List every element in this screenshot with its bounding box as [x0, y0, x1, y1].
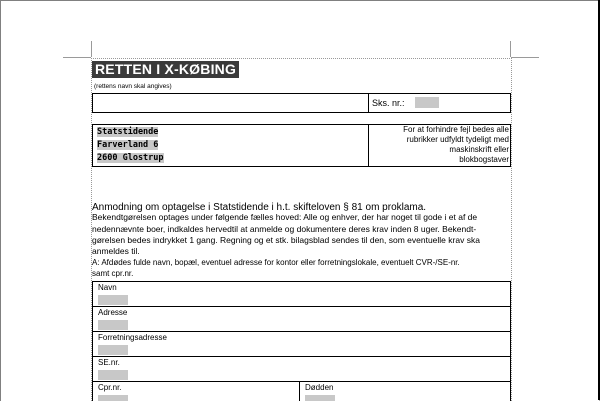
field-box-navn	[92, 281, 511, 307]
crop-mark	[510, 41, 511, 57]
cpr-label: Cpr.nr.	[98, 383, 122, 392]
adresse-label: Adresse	[98, 308, 128, 317]
court-name-box	[92, 93, 511, 113]
address-box	[92, 124, 511, 167]
doedden-input[interactable]	[305, 395, 335, 401]
notice-line-3: maskinskrift eller	[449, 145, 509, 154]
address-line-1[interactable]: Statstidende	[97, 127, 159, 137]
field-box-forretning	[92, 331, 511, 357]
forretning-input[interactable]	[98, 345, 128, 355]
cpr-input[interactable]	[98, 395, 128, 401]
request-heading: Anmodning om optagelse i Statstidende i h.t. skifteloven § 81 om proklama.	[92, 202, 427, 213]
section-a-line-2: samt cpr.nr.	[92, 269, 134, 278]
navn-label: Navn	[98, 283, 117, 292]
section-a-line-1: A: Afdødes fulde navn, bopæl, eventuel adresse for kontor eller forretningslokale, eventuelt CVR-/SE-nr.	[92, 258, 460, 267]
body-para-4: anmeldes til.	[92, 246, 140, 256]
court-note: (rettens navn skal angives)	[94, 83, 172, 90]
address-line-2[interactable]: Farverland 6	[97, 140, 159, 150]
sks-label: Sks. nr.:	[372, 98, 405, 108]
document-page	[91, 58, 512, 401]
forretning-label: Forretningsadresse	[98, 333, 167, 342]
doedden-label: Dødden	[305, 383, 334, 392]
se-input[interactable]	[98, 370, 128, 380]
court-title[interactable]: RETTEN I X-KØBING	[92, 61, 239, 78]
body-para-1: Bekendtgørelsen optages under følgende fælles hoved: Alle og enhver, der har noget til gode i et af de	[92, 212, 478, 222]
body-para-2: nedennævnte boer, indkaldes hervedtil at anmelde og dokumentere deres krav inden 8 uger. Bekendt-	[92, 224, 477, 234]
se-label: SE.nr.	[98, 358, 120, 367]
adresse-input[interactable]	[98, 320, 128, 330]
notice-line-4: blokbogstaver	[459, 155, 509, 164]
crop-mark	[63, 57, 91, 58]
field-box-adresse	[92, 306, 511, 332]
field-box-cpr	[92, 381, 511, 401]
address-line-3[interactable]: 2600 Glostrup	[97, 153, 164, 163]
crop-mark	[511, 57, 539, 58]
notice-line-2: rubrikker udfyldt tydeligt med	[406, 135, 509, 144]
field-box-se	[92, 356, 511, 382]
crop-mark	[91, 41, 92, 57]
navn-input[interactable]	[98, 295, 128, 305]
body-para-3: gørelsen bedes indrykket 1 gang. Regning og et stk. bilagsblad sendes til den, som eventuelle krav ska	[92, 235, 480, 245]
notice-line-1: For at forhindre fejl bedes alle	[403, 125, 509, 134]
sks-field[interactable]	[415, 97, 439, 108]
